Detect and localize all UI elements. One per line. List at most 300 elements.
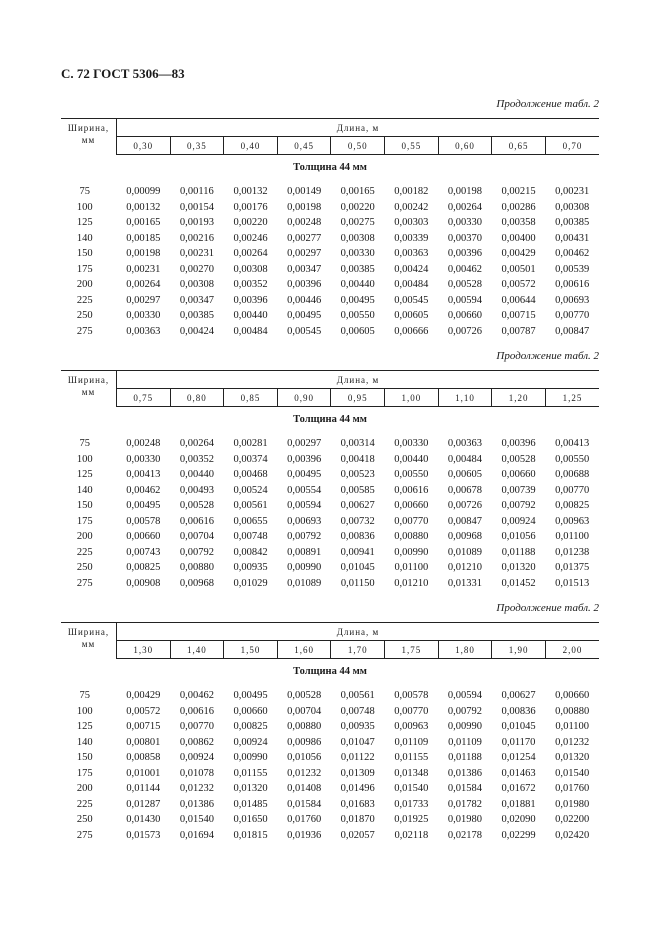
volume-cell: 0,00523 [340,469,375,481]
volume-cell: 0,00297 [287,438,322,450]
volume-cell: 0,00605 [340,325,375,337]
volume-cell: 0,00297 [287,248,322,260]
table-row [61,766,599,782]
length-header-cell: 0,60 [438,137,492,155]
table-row [61,277,599,293]
volume-cell: 0,00524 [233,484,268,496]
volume-cell: 0,00825 [233,721,268,733]
volume-cell: 0,00880 [287,721,322,733]
volume-cell: 0,00413 [555,438,590,450]
table-row [61,215,599,231]
volume-cell: 0,00688 [555,469,590,481]
table-row [61,308,599,324]
length-header-cell: 0,55 [385,137,439,155]
volume-cell: 0,01540 [394,783,429,795]
volume-cell: 0,00231 [126,263,161,275]
volume-cell: 0,00616 [555,279,590,291]
volume-cell: 0,01309 [340,767,375,779]
length-header-cell: 0,75 [117,389,171,407]
volume-cell: 0,00370 [447,232,483,244]
volume-cell: 0,01386 [447,767,483,779]
volume-cell: 0,00847 [447,515,483,527]
volume-cell: 0,00572 [501,279,536,291]
volume-cell: 0,01540 [555,767,590,779]
table-row [61,545,599,561]
volume-cell: 0,01155 [394,752,429,764]
length-header-cell: 1,80 [438,641,492,659]
volume-cell: 0,00330 [447,217,483,229]
volume-cell: 0,00660 [126,531,161,543]
width-cell: 125 [76,469,93,481]
volume-cell: 0,00836 [340,531,375,543]
volume-cell: 0,00801 [126,736,161,748]
volume-cell: 0,01232 [555,736,590,748]
volume-cell: 0,02090 [501,814,536,826]
volume-cell: 0,01056 [501,531,536,543]
length-header-cell: 1,10 [438,389,492,407]
volume-cell: 0,00185 [126,232,161,244]
volume-cell: 0,01170 [501,736,536,748]
volume-cell: 0,00132 [126,201,161,213]
volume-cell: 0,00440 [340,279,375,291]
volume-cell: 0,00363 [126,325,161,337]
volume-cell: 0,01100 [555,721,590,733]
volume-cell: 0,00550 [394,469,429,481]
volume-cell: 0,01150 [340,577,375,589]
volume-cell: 0,00462 [179,690,214,702]
table-row [61,750,599,766]
volume-cell: 0,00330 [126,310,161,322]
volume-cell: 0,00216 [179,232,214,244]
volume-cell: 0,00308 [179,279,214,291]
volume-cell: 0,01573 [126,829,161,841]
volume-cell: 0,00154 [179,201,214,213]
volume-cell: 0,00880 [555,705,590,717]
volume-cell: 0,00176 [233,201,268,213]
length-header-cell: 1,00 [385,389,439,407]
volume-cell: 0,00528 [179,500,214,512]
length-header-cell: 0,50 [331,137,385,155]
volume-cell: 0,00385 [340,263,375,275]
volume-cell: 0,00270 [179,263,214,275]
volume-cell: 0,00308 [340,232,375,244]
volume-cell: 0,01089 [287,577,322,589]
volume-cell: 0,01760 [555,783,590,795]
table-row [61,529,599,545]
volume-cell: 0,00550 [555,453,590,465]
volume-table [61,622,599,843]
volume-cell: 0,00770 [394,515,429,527]
volume-cell: 0,00660 [447,310,483,322]
volume-cell: 0,00264 [126,279,161,291]
width-column-header: Ширина, мм [61,371,117,407]
thickness-subheader: Толщина 44 мм [293,414,367,425]
volume-cell: 0,00297 [126,294,161,306]
table-row [61,812,599,828]
volume-cell: 0,01056 [287,752,322,764]
volume-cell: 0,01870 [340,814,375,826]
volume-cell: 0,01144 [126,783,161,795]
volume-cell: 0,00400 [501,232,536,244]
volume-cell: 0,00231 [555,186,590,198]
width-cell: 125 [76,217,93,229]
volume-cell: 0,01760 [287,814,322,826]
table-row [61,432,599,452]
volume-cell: 0,00462 [555,248,590,260]
volume-cell: 0,02299 [501,829,536,841]
volume-cell: 0,01408 [287,783,322,795]
volume-cell: 0,00678 [447,484,483,496]
volume-cell: 0,00693 [287,515,322,527]
data-table [61,370,599,591]
volume-cell: 0,00792 [287,531,322,543]
volume-cell: 0,00330 [394,438,429,450]
length-header-cell: 1,70 [331,641,385,659]
volume-cell: 0,01232 [287,767,322,779]
width-cell: 140 [76,736,93,748]
volume-cell: 0,01320 [501,562,536,574]
volume-cell: 0,00616 [394,484,429,496]
volume-cell: 0,00627 [340,500,375,512]
length-header-cell: 0,45 [277,137,331,155]
volume-cell: 0,00248 [126,438,161,450]
volume-cell: 0,01100 [394,562,429,574]
length-header-cell: 1,60 [277,641,331,659]
volume-cell: 0,00666 [394,325,429,337]
volume-cell: 0,00627 [501,690,536,702]
volume-cell: 0,02118 [394,829,429,841]
volume-cell: 0,00770 [179,721,214,733]
volume-cell: 0,00484 [394,279,429,291]
page-header: С. 72 ГОСТ 5306—83 [61,66,185,81]
volume-cell: 0,00605 [394,310,429,322]
volume-cell: 0,00215 [501,186,536,198]
volume-cell: 0,00165 [340,186,375,198]
volume-cell: 0,00264 [179,438,214,450]
volume-cell: 0,00264 [233,248,268,260]
volume-cell: 0,00462 [126,484,161,496]
width-cell: 150 [76,500,93,512]
volume-cell: 0,00132 [233,186,268,198]
volume-cell: 0,00739 [501,484,536,496]
volume-cell: 0,00275 [340,217,375,229]
volume-cell: 0,01320 [555,752,590,764]
data-table [61,118,599,339]
volume-cell: 0,02420 [555,829,590,841]
width-cell: 140 [76,232,93,244]
volume-cell: 0,00424 [394,263,429,275]
volume-cell: 0,00440 [394,453,429,465]
volume-cell: 0,01100 [555,531,590,543]
width-cell: 200 [76,783,93,795]
volume-cell: 0,00748 [233,531,268,543]
volume-cell: 0,00431 [555,232,590,244]
width-cell: 100 [76,201,93,213]
width-cell: 175 [76,263,93,275]
volume-cell: 0,00585 [340,484,375,496]
table-row [61,483,599,499]
length-header-cell: 0,90 [277,389,331,407]
volume-cell: 0,01331 [447,577,483,589]
volume-cell: 0,00429 [501,248,536,260]
volume-cell: 0,01430 [126,814,161,826]
volume-cell: 0,01089 [447,546,483,558]
volume-cell: 0,00743 [126,546,161,558]
table-row [61,828,599,844]
volume-cell: 0,00862 [179,736,214,748]
length-header-cell: 1,25 [545,389,599,407]
volume-cell: 0,01287 [126,798,161,810]
volume-cell: 0,00440 [233,310,268,322]
table-row [61,293,599,309]
length-header-cell: 0,70 [545,137,599,155]
volume-cell: 0,01733 [394,798,429,810]
width-cell: 225 [76,294,93,306]
width-cell: 100 [76,453,93,465]
volume-cell: 0,00660 [233,705,268,717]
width-cell: 75 [79,438,90,450]
volume-cell: 0,02178 [447,829,483,841]
volume-cell: 0,00495 [126,500,161,512]
table-row [61,452,599,468]
table-row [61,560,599,576]
volume-cell: 0,00908 [126,577,161,589]
volume-cell: 0,01155 [233,767,268,779]
volume-cell: 0,01694 [179,829,214,841]
volume-cell: 0,01672 [501,783,536,795]
volume-cell: 0,00330 [340,248,375,260]
volume-cell: 0,00704 [287,705,322,717]
volume-cell: 0,00246 [233,232,268,244]
length-header-cell: 1,90 [492,641,546,659]
volume-cell: 0,00836 [501,705,536,717]
volume-cell: 0,00462 [447,263,483,275]
volume-cell: 0,00385 [179,310,214,322]
volume-cell: 0,00484 [233,325,268,337]
volume-cell: 0,00770 [555,484,590,496]
length-header-cell: 0,95 [331,389,385,407]
volume-cell: 0,00418 [340,453,375,465]
volume-cell: 0,00891 [287,546,322,558]
volume-cell: 0,00231 [179,248,214,260]
volume-cell: 0,00528 [447,279,483,291]
volume-cell: 0,01375 [555,562,590,574]
width-cell: 275 [76,829,93,841]
thickness-subheader: Толщина 44 мм [293,666,367,677]
volume-cell: 0,00528 [501,453,536,465]
length-header-cell: 0,85 [224,389,278,407]
volume-cell: 0,00550 [340,310,375,322]
volume-cell: 0,00347 [287,263,322,275]
table-row [61,200,599,216]
volume-cell: 0,01238 [555,546,590,558]
table-row [61,324,599,340]
volume-cell: 0,00446 [287,294,322,306]
width-cell: 225 [76,546,93,558]
volume-cell: 0,00986 [287,736,322,748]
volume-cell: 0,01925 [394,814,429,826]
volume-cell: 0,00198 [287,201,322,213]
table-row [61,781,599,797]
volume-cell: 0,01386 [179,798,214,810]
volume-cell: 0,01348 [394,767,429,779]
volume-cell: 0,00924 [179,752,214,764]
length-header-cell: 1,20 [492,389,546,407]
volume-cell: 0,00935 [233,562,268,574]
length-group-header: Длина, м [117,119,600,137]
volume-cell: 0,00374 [233,453,268,465]
length-header-cell: 0,65 [492,137,546,155]
volume-cell: 0,00495 [287,310,322,322]
volume-cell: 0,00363 [394,248,429,260]
volume-cell: 0,00220 [233,217,268,229]
volume-cell: 0,00616 [179,515,214,527]
volume-cell: 0,00242 [394,201,429,213]
table-row [61,231,599,247]
volume-cell: 0,01452 [501,577,536,589]
volume-cell: 0,01232 [179,783,214,795]
volume-cell: 0,00303 [394,217,429,229]
volume-cell: 0,00594 [447,690,483,702]
volume-cell: 0,00545 [287,325,322,337]
volume-cell: 0,00363 [447,438,483,450]
volume-cell: 0,00501 [501,263,536,275]
volume-cell: 0,00149 [287,186,322,198]
volume-cell: 0,00220 [340,201,375,213]
table-row [61,576,599,592]
volume-cell: 0,00825 [126,562,161,574]
length-group-header: Длина, м [117,371,600,389]
volume-cell: 0,00792 [501,500,536,512]
continuation-note: Продолжение табл. 2 [496,98,599,110]
width-cell: 275 [76,577,93,589]
volume-cell: 0,00732 [340,515,375,527]
volume-cell: 0,00968 [447,531,483,543]
volume-cell: 0,00924 [233,736,268,748]
volume-cell: 0,01320 [233,783,268,795]
volume-cell: 0,00277 [287,232,322,244]
volume-cell: 0,00693 [555,294,590,306]
volume-cell: 0,01815 [233,829,268,841]
volume-cell: 0,01188 [448,752,482,764]
width-cell: 275 [76,325,93,337]
volume-cell: 0,01650 [233,814,268,826]
width-cell: 200 [76,531,93,543]
length-header-cell: 0,35 [170,137,224,155]
volume-cell: 0,00644 [501,294,536,306]
width-column-header: Ширина, мм [61,119,117,155]
volume-cell: 0,01109 [394,736,429,748]
length-header-cell: 0,30 [117,137,171,155]
volume-cell: 0,00715 [501,310,536,322]
volume-cell: 0,00660 [555,690,590,702]
volume-cell: 0,00963 [394,721,429,733]
volume-cell: 0,00842 [233,546,268,558]
volume-cell: 0,02057 [340,829,375,841]
volume-cell: 0,00924 [501,515,536,527]
volume-cell: 0,00440 [179,469,214,481]
table-row [61,514,599,530]
table-row [61,735,599,751]
volume-cell: 0,01683 [340,798,375,810]
width-cell: 100 [76,705,93,717]
table-row [61,246,599,262]
volume-cell: 0,00264 [447,201,483,213]
volume-cell: 0,00358 [501,217,536,229]
volume-cell: 0,00493 [179,484,214,496]
volume-cell: 0,00726 [447,500,483,512]
volume-cell: 0,01936 [287,829,322,841]
volume-cell: 0,00396 [501,438,536,450]
width-cell: 75 [79,186,90,198]
volume-cell: 0,00660 [394,500,429,512]
volume-cell: 0,00286 [501,201,536,213]
volume-cell: 0,00468 [233,469,268,481]
volume-cell: 0,01584 [287,798,322,810]
width-cell: 250 [76,310,93,322]
volume-cell: 0,01122 [340,752,375,764]
volume-cell: 0,00715 [126,721,161,733]
volume-cell: 0,00578 [394,690,429,702]
length-header-cell: 0,80 [170,389,224,407]
volume-cell: 0,00572 [126,705,161,717]
volume-cell: 0,01188 [501,546,536,558]
volume-cell: 0,00182 [394,186,429,198]
volume-cell: 0,00554 [287,484,322,496]
volume-cell: 0,00594 [447,294,483,306]
volume-cell: 0,00396 [233,294,268,306]
volume-cell: 0,01029 [233,577,268,589]
table-row [61,719,599,735]
volume-cell: 0,00330 [126,453,161,465]
volume-cell: 0,00396 [287,453,322,465]
volume-cell: 0,00787 [501,325,536,337]
volume-cell: 0,00424 [179,325,214,337]
length-header-cell: 1,50 [224,641,278,659]
volume-cell: 0,00792 [447,705,483,717]
volume-cell: 0,00281 [233,438,268,450]
volume-cell: 0,00941 [340,546,375,558]
volume-cell: 0,00990 [447,721,483,733]
width-cell: 250 [76,562,93,574]
volume-cell: 0,00193 [179,217,214,229]
volume-cell: 0,00413 [126,469,161,481]
volume-cell: 0,00880 [179,562,214,574]
volume-cell: 0,00770 [555,310,590,322]
volume-cell: 0,00308 [555,201,590,213]
volume-cell: 0,00347 [179,294,214,306]
width-cell: 75 [79,690,90,702]
table-row [61,797,599,813]
volume-cell: 0,01485 [233,798,268,810]
volume-cell: 0,00990 [287,562,322,574]
volume-cell: 0,01045 [340,562,375,574]
volume-cell: 0,00099 [126,186,161,198]
volume-cell: 0,00495 [340,294,375,306]
table-row [61,498,599,514]
volume-cell: 0,00748 [340,705,375,717]
volume-cell: 0,00792 [179,546,214,558]
volume-cell: 0,00616 [179,705,214,717]
table-row [61,467,599,483]
volume-cell: 0,00561 [340,690,375,702]
volume-cell: 0,00825 [555,500,590,512]
volume-cell: 0,01881 [501,798,536,810]
table-row [61,180,599,200]
volume-cell: 0,00935 [340,721,375,733]
data-table [61,622,599,843]
volume-cell: 0,01980 [555,798,590,810]
